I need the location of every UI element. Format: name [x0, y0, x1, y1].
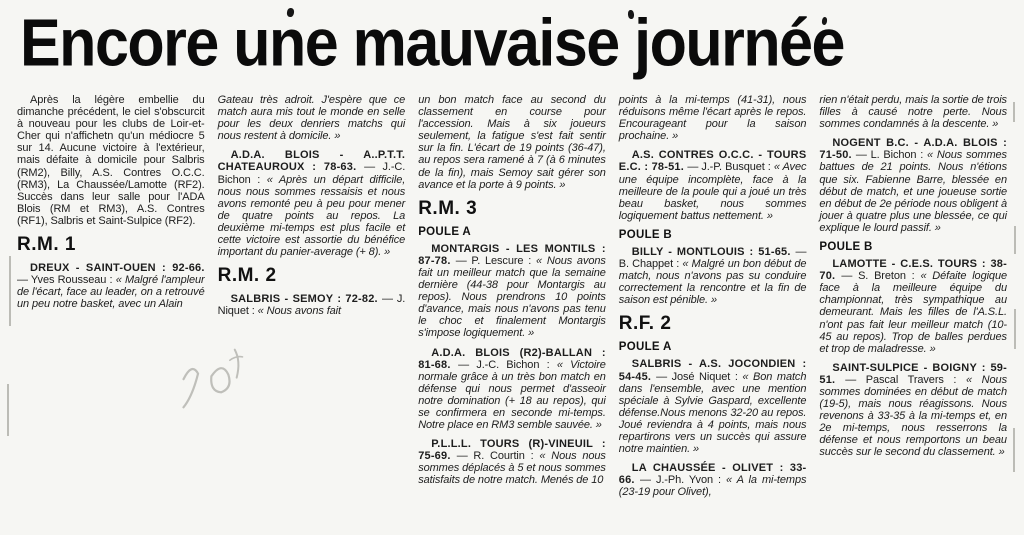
match-title: SAINT-SULPICE - BOIGNY : 59-51.: [819, 361, 1007, 386]
match-report: [819, 137, 1007, 234]
match-report: [418, 438, 606, 486]
match-quote: « Défaite logique face à la meilleure équipe du championnat, très sympathique au demeurant. Mais les filles de l'A.S.L. n'ont pas fait leur meilleur match (10-45 au repos). Trop de balles perdues et trop de maladresse. »: [819, 270, 1007, 355]
poule-heading: POULE A: [618, 341, 672, 354]
match-report: [619, 358, 807, 455]
section-heading: R.F. 2: [618, 313, 672, 335]
match-attribution: — J.-Ph. Yvon :: [640, 474, 727, 487]
match-quote: « Nous nous sommes déplacés à 5 et nous sommes satisfaits de notre match. Menés de 10: [418, 450, 606, 487]
section-heading: R.M. 3: [418, 197, 478, 219]
match-attribution: — R. Courtin :: [456, 450, 540, 463]
match-title: A.D.A. BLOIS (R2)-BALLAN : 81-68.: [418, 346, 606, 371]
section-heading: R.M. 2: [217, 265, 277, 287]
match-report: [819, 258, 1007, 355]
match-title: A.D.A. BLOIS - A..P.T.T. CHATEAUROUX : 78-63.: [217, 149, 406, 174]
continuation-paragraph: rien n'était perdu, mais la sortie de trois filles à causé notre perte. Nous sommes condamnés à la descente. »: [819, 94, 1007, 131]
match-title: SALBRIS - SEMOY : 72-82.: [230, 293, 383, 306]
continuation-paragraph: Gateau très adroit. J'espère que ce match aura mis tout le monde en selle pour les deux denriers matchs qui nous restent à domicile. »: [217, 94, 406, 143]
match-quote: « Nous sommes dominées en début de match (19-5), mais nous réagissons. Nous revenons à 33-35 à la mi-temps et, en 2e mi-temps, nous resserrons la défense et nous remportons un beau succès sur le second du classement. »: [819, 373, 1007, 459]
match-report: [418, 347, 606, 432]
match-quote: « Nous avons fait un meilleur match que la semaine dernière (44-38 pour Montargis au repos). Nous prendrons 10 points d'avance, mais nous n'avons pas tenu le choc et finalement Montargis s'impose logiquement. »: [418, 254, 606, 340]
match-quote: « Victoire normale grâce à un très bon match en défense qui nous permet d'asseoir notre domination (+ 18 au repos), qui se confirmera en seconde mi-temps. Notre place en RM3 semble sauvée. »: [418, 358, 606, 432]
handwritten-mark: [164, 337, 264, 426]
match-title: LA CHAUSSÉE - OLIVET : 33-66.: [618, 462, 807, 487]
headline: Encore une mauvaise journée: [20, 5, 844, 80]
match-attribution: — Yves Rousseau :: [17, 274, 116, 287]
match-title: MONTARGIS - LES MONTILS : 87-78.: [418, 242, 606, 267]
match-title: P.L.L.L. TOURS (R)-VINEUIL : 75-69.: [418, 438, 606, 463]
match-title: BILLY - MONTLOUIS : 51-65.: [631, 245, 796, 258]
match-quote: « Nous avons fait: [257, 305, 341, 318]
match-report: [619, 246, 807, 306]
match-attribution: — B. Chappet :: [618, 245, 807, 271]
match-title: DREUX - SAINT-OUEN : 92-66.: [30, 262, 205, 275]
match-attribution: — Pascal Travers :: [845, 373, 967, 386]
article-column-1: [17, 94, 205, 505]
article-columns: [0, 94, 1024, 505]
continuation-paragraph: points à la mi-temps (41-31), nous réduisons même l'écart après le repos. Encourageant pour la saison prochaine. »: [618, 94, 807, 143]
article-column-5: [819, 94, 1007, 505]
intro-paragraph: Après la légère embellie du dimanche précédent, le ciel s'obscurcit à nouveau pour les clubs de Loir-et-Cher qui n'affichetn qu'un médiocre 5 sur 14. Aucune victoire à l'extérieur, mais défaite à domicile pour Salbris (RM2), Billy, A.S. Contres O.C.C. (RM3), La Chaussée/Lamotte (RF2). Succès dans leur salle pour l'ADA Blois (RM et RM3), A.S. Contres (RF1), Salbris et Saint-Sulpice (RF2).: [17, 94, 205, 227]
match-attribution: — J.-C. Bichon :: [217, 161, 406, 186]
article-column-3: [418, 94, 606, 505]
match-attribution: — J.-P. Busquet :: [687, 161, 774, 174]
match-attribution: — L. Bichon :: [855, 149, 928, 162]
poule-heading: POULE A: [418, 225, 471, 238]
match-title: NOGENT B.C. - A.D.A. BLOIS : 71-50.: [819, 137, 1007, 162]
clipping-edge-mark: [7, 384, 9, 436]
article-column-2: [218, 94, 406, 505]
match-report: [819, 362, 1007, 459]
section-heading: R.M. 1: [17, 234, 76, 256]
clipping-edge-mark: [9, 256, 11, 326]
clipping-edge-mark: [1013, 102, 1015, 122]
clipping-edge-mark: [1013, 428, 1015, 472]
match-title: A.S. CONTRES O.C.C. - TOURS E.C. : 78-51.: [618, 149, 807, 174]
match-attribution: — J. Niquet :: [217, 293, 406, 318]
match-attribution: — José Niquet :: [656, 370, 743, 383]
match-title: SALBRIS - A.S. JOCONDIEN : 54-45.: [618, 358, 807, 383]
match-quote: « Malgré un bon début de match, nous n'avons pas su conduire correctement la rencontre et la fin de saison est pénible. »: [618, 258, 807, 307]
poule-heading: POULE B: [618, 228, 672, 241]
match-title: LAMOTTE - C.E.S. TOURS : 38-70.: [819, 258, 1007, 283]
match-quote: « A la mi-temps (23-19 pour Olivet),: [618, 474, 807, 499]
continuation-paragraph: un bon match face au second du classement en course pour l'accession. Mais à six joueurs seulement, la fatigue s'est fait sentir sur la fin. L'écart de 19 points (36-47), au repos sera ramené à 7 (à 6 minutes de la fin), mais Semoy sait gérer son avance et la porte à 9 points. »: [418, 94, 606, 191]
match-report: [619, 462, 807, 498]
poule-heading: POULE B: [819, 241, 873, 254]
match-quote: « Nous sommes battues de 21 points. Nous n'étions que six. Fabienne Barre, blessée en début de match, et une joueuse sortie en début de 2e période nous obligent à jouer à quatre plus une blessée, ce qui explique le lourd passif. »: [819, 149, 1007, 234]
match-report: [218, 293, 406, 317]
match-report: [418, 243, 606, 340]
newspaper-clipping: [0, 4, 1024, 535]
match-attribution: — S. Breton :: [841, 270, 921, 283]
match-quote: « Avec une équipe incomplète, face à la meilleure de la poule qui a joué un très beau basket, nous sommes logiquement battus nettement. »: [618, 161, 807, 222]
match-quote: « Malgré l'ampleur de l'écart, face au leader, on a retrouvé un peu notre basket, avec un Alain: [17, 274, 205, 311]
match-attribution: — P. Lescure :: [455, 254, 537, 267]
article-column-4: [619, 94, 807, 505]
clipping-edge-mark: [1014, 226, 1016, 254]
match-report: [218, 149, 406, 258]
match-attribution: — J.-C. Bichon :: [458, 358, 557, 371]
match-report: [619, 149, 807, 222]
match-quote: « Après un départ difficile, nous nous sommes ressaisis et nous avons remonté peu à peu pour mener de quatre points au repos. La deuxième mi-temps est plus facile et cette victoire est assortie du bénéfice important du panier-average (+ 8). »: [217, 173, 406, 259]
match-quote: « Bon match dans l'ensemble, avec une mention spéciale à Sylvie Gaspard, excellente défense.Nous menons 32-20 au repos. Joué reviendra à 4 points, mais nous repartirons vers un succès qui assure notre maintien. »: [618, 370, 807, 456]
clipping-edge-mark: [1014, 309, 1016, 349]
match-report: [17, 262, 205, 310]
